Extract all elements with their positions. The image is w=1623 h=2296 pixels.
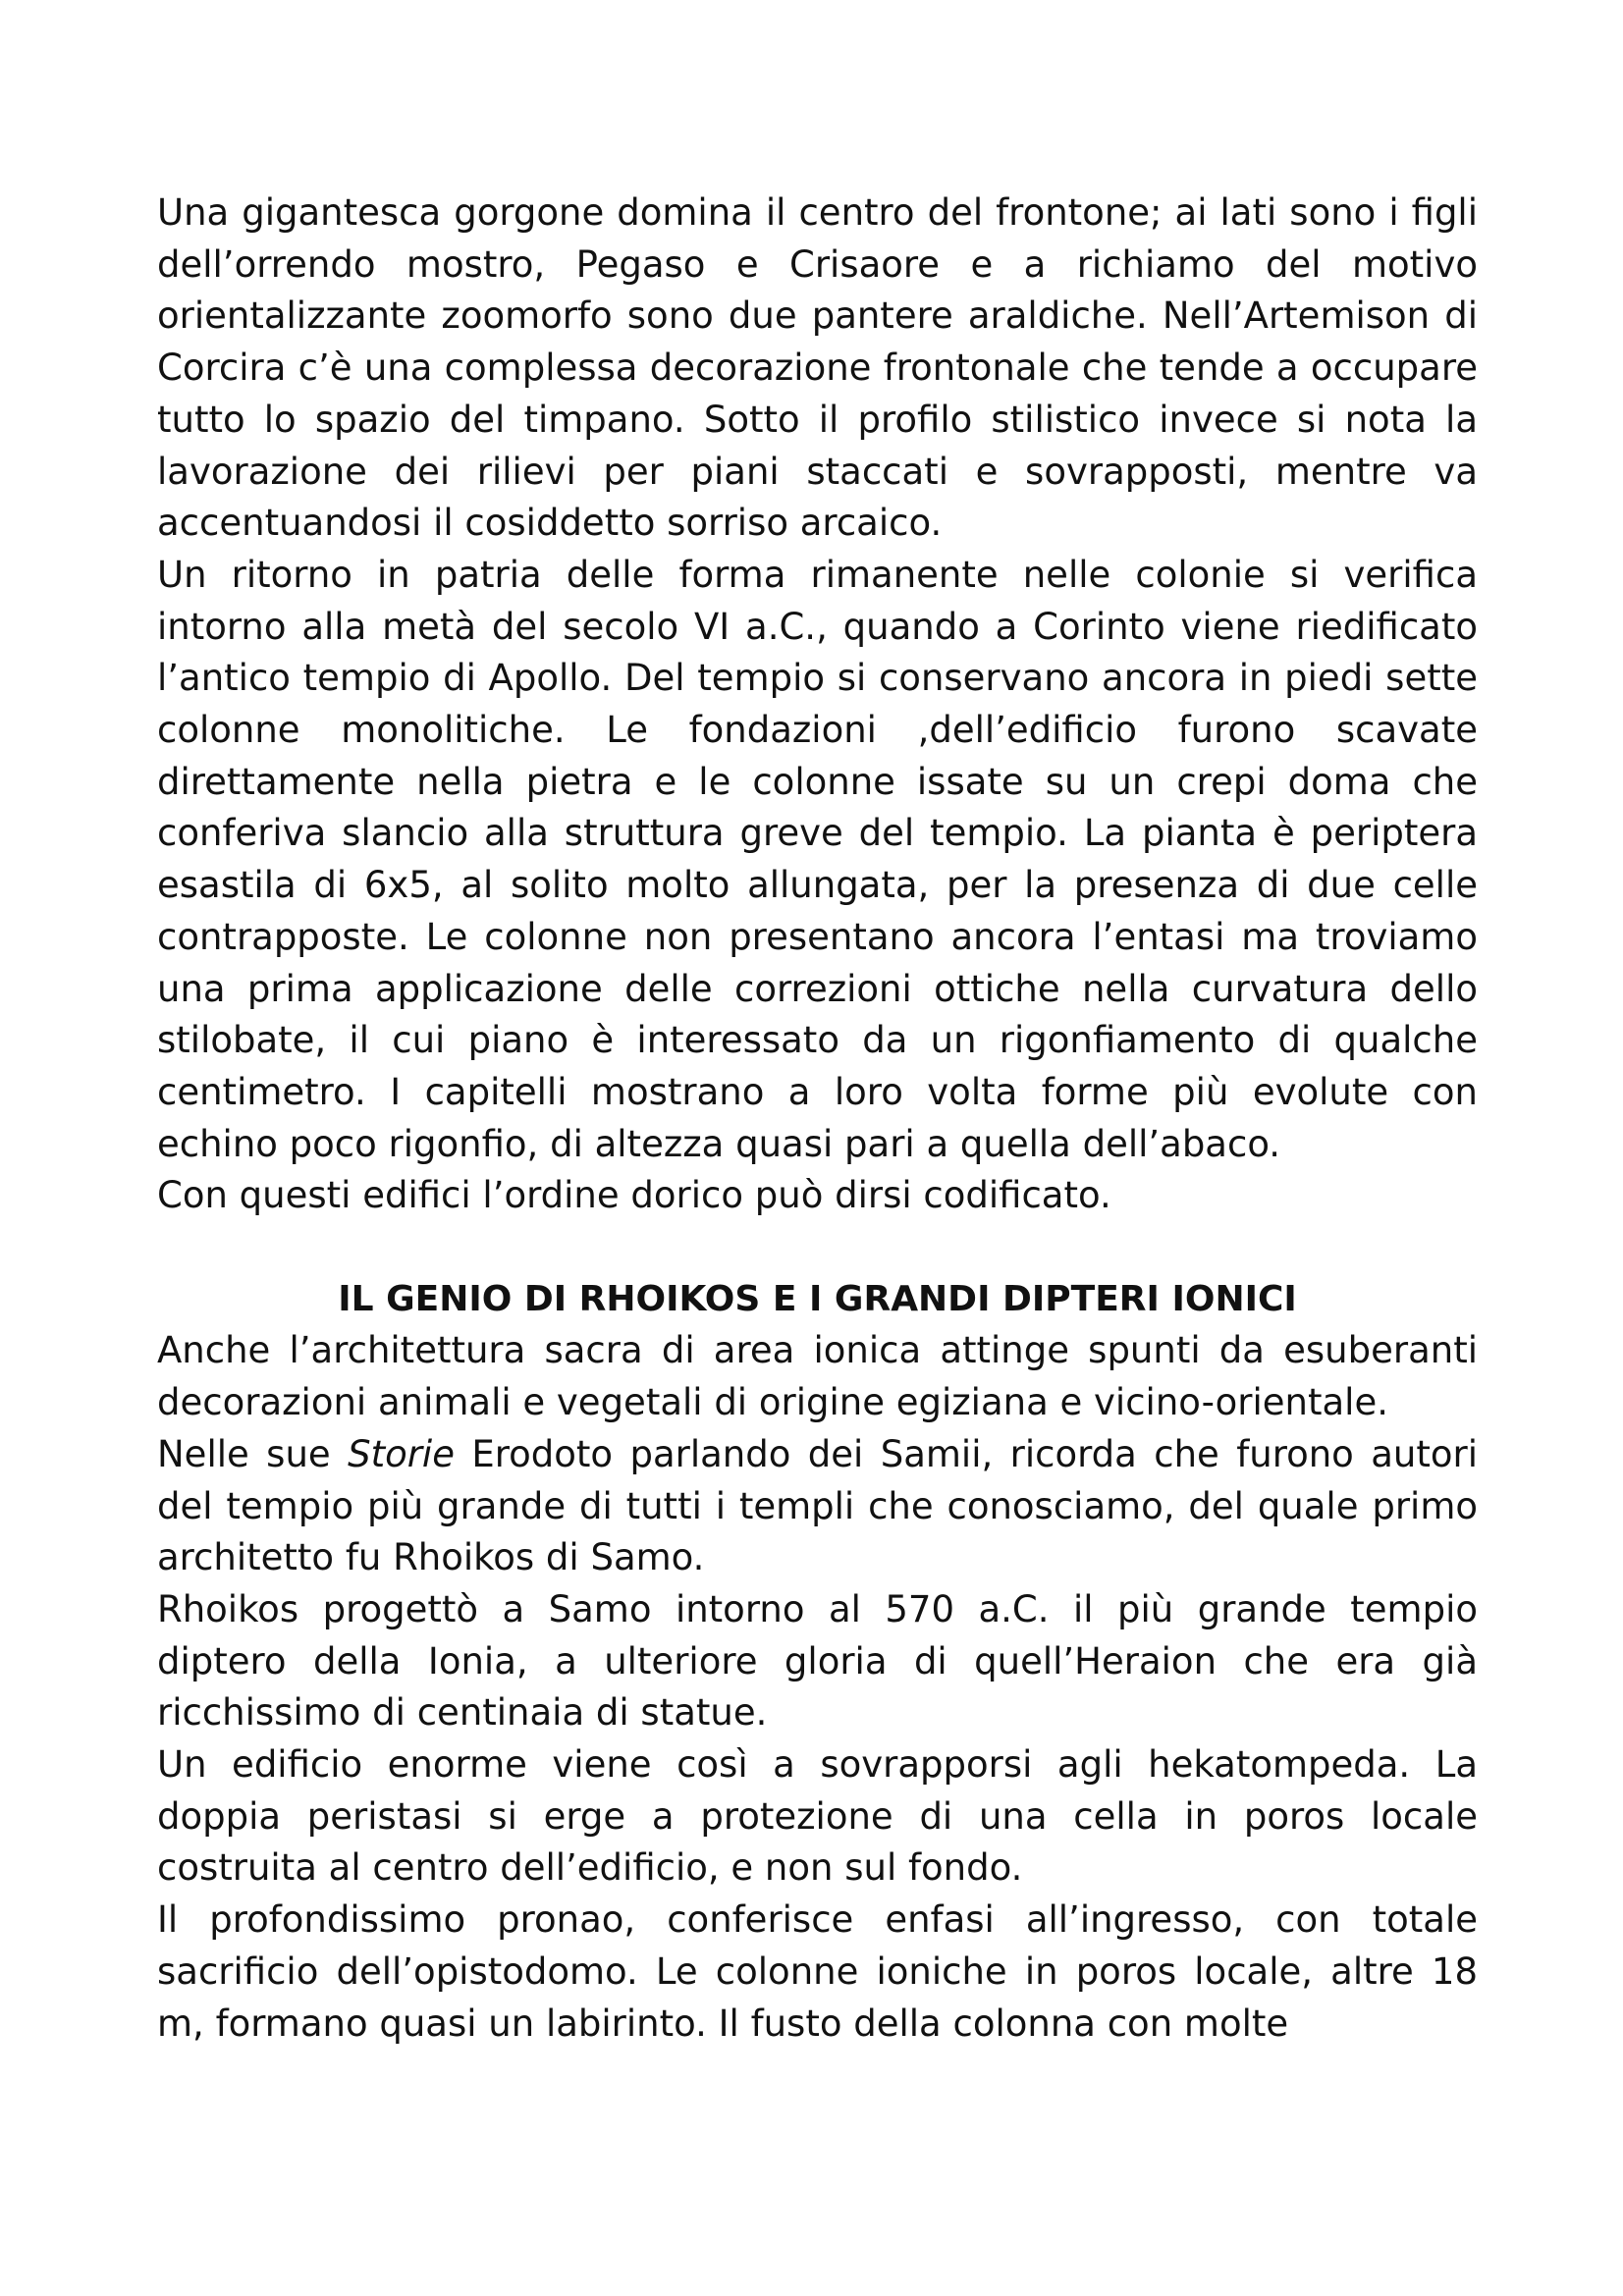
paragraph-ionic-architecture: Anche l’architettura sacra di area ionica attinge spunti da esuberanti decorazioni animali e vegetali di origine egiziana e vicino-orientale. (157, 1329, 1478, 1424)
paragraph-herodotus (157, 1429, 1478, 1584)
paragraph-gorgon-pediment: Una gigantesca gorgone domina il centro del frontone; ai lati sono i figli dell’orrendo mostro, Pegaso e Crisaore e a richiamo del motivo orientalizzante zoomorfo sono due pantere araldiche. Nell’Artemison di Corcira c’è una complessa decorazione frontonale che tende a occupare tutto lo spazio del timpano. Sotto il profilo stilistico invece si nota la lavorazione dei rilievi per piani staccati e sovrapposti, mentre va accentuandosi il cosiddetto sorriso arcaico. (157, 191, 1478, 545)
body-text (157, 187, 1478, 2050)
herodotus-text-after: Erodoto parlando dei Samii, ricorda che furono autori del tempio più grande di tutti i templi che conosciamo, del quale primo architetto fu Rhoikos di Samo. (157, 1432, 1478, 1579)
storie-title: Storie (348, 1432, 455, 1475)
paragraph-doric-order: Con questi edifici l’ordine dorico può dirsi codificato. (157, 1174, 1111, 1217)
paragraph-temple-of-apollo: Un ritorno in patria delle forma rimanente nelle colonie si verifica intorno alla metà del secolo VI a.C., quando a Corinto viene riedificato l’antico tempio di Apollo. Del tempio si conservano ancora in piedi sette colonne monolitiche. Le fondazioni ,dell’edificio furono scavate direttamente nella pietra e le colonne issate su un crepi doma che conferiva slancio alla struttura greve del tempio. La pianta è periptera esastila di 6x5, al solito molto allungata, per la presenza di due celle contrapposte. Le colonne non presentano ancora l’entasi ma troviamo una prima applicazione delle correzioni ottiche nella curvatura dello stilobate, il cui piano è interessato da un rigonfiamento di qualche centimetro. I capitelli mostrano a loro volta forme più evolute con echino poco rigonfio, di altezza quasi pari a quella dell’abaco. (157, 553, 1478, 1165)
section-heading: IL GENIO DI RHOIKOS E I GRANDI DIPTERI IONICI (338, 1278, 1297, 1319)
paragraph-pronaos: Il profondissimo pronao, conferisce enfasi all’ingresso, con totale sacrificio dell’opistodomo. Le colonne ioniche in poros locale, altre 18 m, formano quasi un labirinto. Il fusto della colonna con molte (157, 1898, 1478, 2045)
paragraph-peristasis: Un edificio enorme viene così a sovrapporsi agli hekatompeda. La doppia peristasi si erge a protezione di una cella in poros locale costruita al centro dell’edificio, e non sul fondo. (157, 1743, 1478, 1890)
paragraph-rhoikos: Rhoikos progettò a Samo intorno al 570 a.C. il più grande tempio diptero della Ionia, a ulteriore gloria di quell’Heraion che era già ricchissimo di centinaia di statue. (157, 1587, 1478, 1735)
herodotus-text-before: Nelle sue (157, 1432, 349, 1475)
